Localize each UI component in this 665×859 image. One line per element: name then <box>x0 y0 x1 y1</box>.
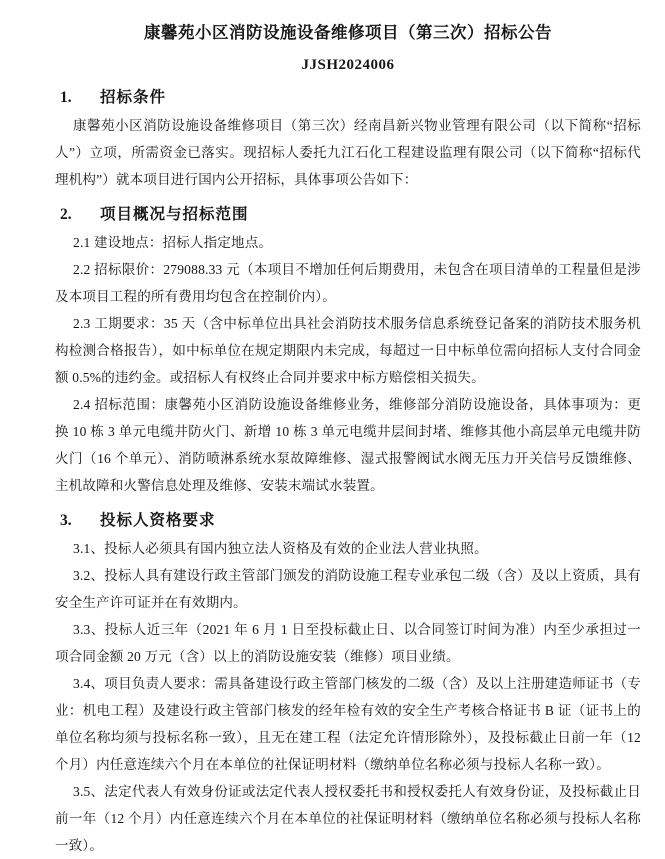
paragraph: 3.3、投标人近三年（2021 年 6 月 1 日至投标截止日、以合同签订时间为准）内至少承担过一项合同金额 20 万元（含）以上的消防设施安装（维修）项目业绩。 <box>55 622 641 664</box>
section-number: 2. <box>60 206 72 223</box>
section-number: 1. <box>60 89 72 106</box>
section-title: 招标条件 <box>100 89 167 106</box>
section-heading-2 <box>60 204 641 226</box>
section-heading-3 <box>60 510 641 532</box>
section-title: 项目概况与招标范围 <box>100 206 249 223</box>
paragraph: 3.1、投标人必须具有国内独立法人资格及有效的企业法人营业执照。 <box>73 541 488 556</box>
paragraph: 2.1 建设地点：招标人指定地点。 <box>73 235 273 250</box>
paragraph: 3.2、投标人具有建设行政主管部门颁发的消防设施工程专业承包二级（含）及以上资质，具有安全生产许可证并在有效期内。 <box>55 568 641 610</box>
paragraph: 3.4、项目负责人要求：需具备建设行政主管部门核发的二级（含）及以上注册建造师证书（专业：机电工程）及建设行政主管部门核发的经年检有效的安全生产考核合格证书 B 证（证书上的单位名称均须与投标名称一致），且无在建工程（法定允许情形除外），及投标截止日前一年（12 个月）内任意连续六个月在本单位的社保证明材料（缴纳单位名称必须与投标人名称一致）。 <box>55 676 641 772</box>
doc-number: JJSH2024006 <box>301 57 395 73</box>
paragraph: 2.4 招标范围：康馨苑小区消防设施设备维修业务，维修部分消防设施设备，具体事项为：更换 10 栋 3 单元电缆井防火门、新增 10 栋 3 单元电缆井层间封堵、维修其他小高层单元电缆井防火门（16 个单元）、消防喷淋系统水泵故障维修、湿式报警阀试水阀无压力开关信号反馈维修、主机故障和火警信息处理及维修、安装末端试水装置。 <box>55 397 641 493</box>
page-title: 康馨苑小区消防设施设备维修项目（第三次）招标公告 <box>144 23 552 42</box>
paragraph: 康馨苑小区消防设施设备维修项目（第三次）经南昌新兴物业管理有限公司（以下简称“招标人”）立项，所需资金已落实。现招标人委托九江石化工程建设监理有限公司（以下简称“招标代理机构”）就本项目进行国内公开招标，具体事项公告如下： <box>55 118 641 187</box>
section-number: 3. <box>60 512 72 529</box>
paragraph: 3.5、法定代表人有效身份证或法定代表人授权委托书和授权委托人有效身份证，及投标截止日前一年（12 个月）内任意连续六个月在本单位的社保证明材料（缴纳单位名称必须与投标人名称一致）。 <box>55 784 641 853</box>
paragraph: 2.3 工期要求：35 天（含中标单位出具社会消防技术服务信息系统登记备案的消防技术服务机构检测合格报告），如中标单位在规定期限内未完成，每超过一日中标单位需向招标人支付合同金额 0.5%的违约金。或招标人有权终止合同并要求中标方赔偿相关损失。 <box>55 316 641 385</box>
paragraph: 2.2 招标限价：279088.33 元（本项目不增加任何后期费用，未包含在项目清单的工程量但是涉及本项目工程的所有费用均包含在控制价内）。 <box>55 262 641 304</box>
section-heading-1 <box>60 87 641 109</box>
section-title: 投标人资格要求 <box>100 512 216 529</box>
